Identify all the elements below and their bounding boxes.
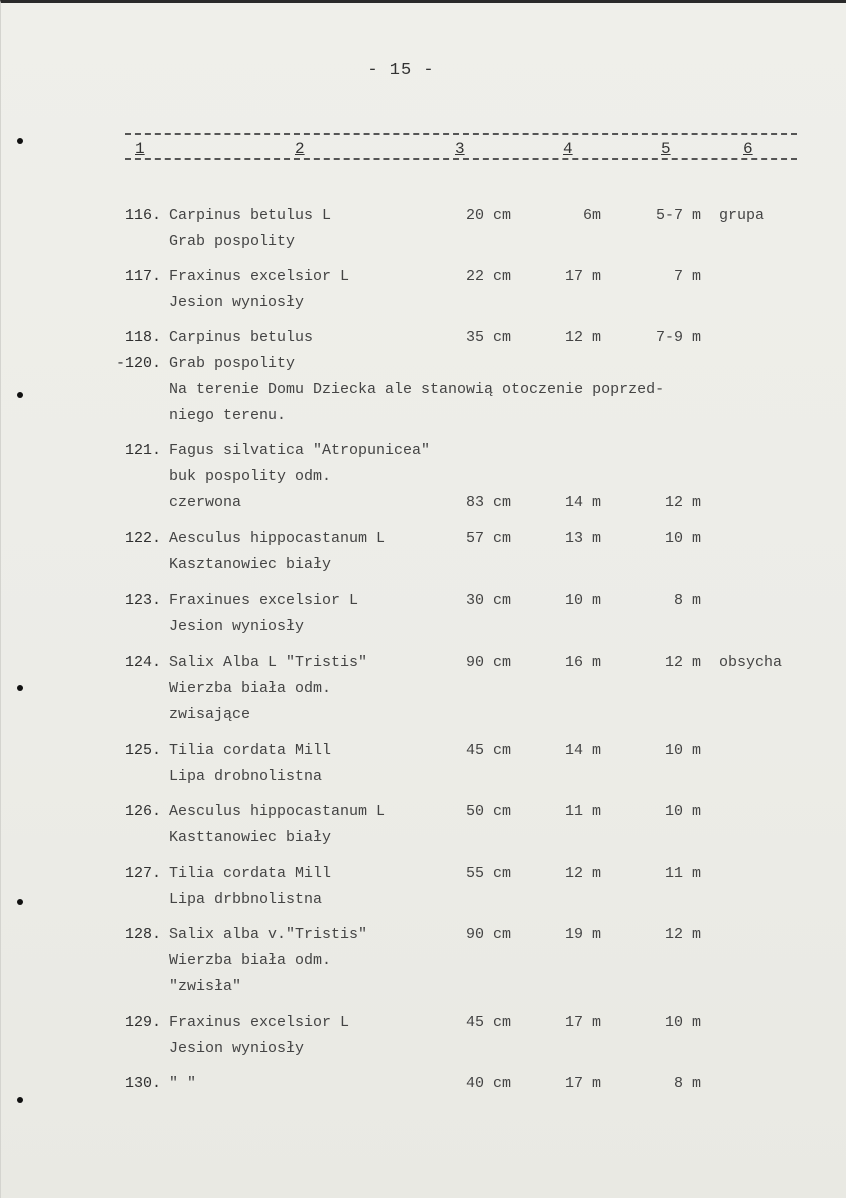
tree-height: 11 m bbox=[564, 803, 601, 820]
species-latin: Aesculus hippocastanum L bbox=[169, 803, 386, 820]
crown-width: 8 m bbox=[673, 1075, 701, 1092]
trunk-circumference: 20 cm bbox=[465, 207, 511, 224]
punch-hole bbox=[17, 899, 23, 905]
row-number: 121. bbox=[124, 442, 161, 459]
crown-width: 10 m bbox=[664, 742, 701, 759]
crown-width: 10 m bbox=[664, 530, 701, 547]
location-note-continued: niego terenu. bbox=[169, 407, 287, 424]
row-number: 123. bbox=[124, 592, 161, 609]
species-latin: Tilia cordata Mill bbox=[169, 742, 332, 759]
row-number: 126. bbox=[124, 803, 161, 820]
tree-height: 10 m bbox=[564, 592, 601, 609]
column-header-3: 3 bbox=[455, 140, 465, 158]
tree-height: 16 m bbox=[564, 654, 601, 671]
remark: grupa bbox=[719, 207, 765, 224]
species-variety: czerwona bbox=[169, 494, 242, 511]
trunk-circumference: 35 cm bbox=[465, 329, 511, 346]
species-latin: Carpinus betulus bbox=[169, 329, 314, 346]
tree-height: 14 m bbox=[564, 494, 601, 511]
table-header-rule-top bbox=[125, 133, 797, 135]
trunk-circumference: 90 cm bbox=[465, 926, 511, 943]
row-number: 127. bbox=[124, 865, 161, 882]
species-latin: Fraxinues excelsior L bbox=[169, 592, 359, 609]
species-variety: zwisające bbox=[169, 706, 251, 723]
punch-hole bbox=[17, 1097, 23, 1103]
trunk-circumference: 83 cm bbox=[465, 494, 511, 511]
species-common: Jesion wyniosły bbox=[169, 1040, 305, 1057]
tree-height: 12 m bbox=[564, 329, 601, 346]
species-common: Wierzba biała odm. bbox=[169, 680, 332, 697]
tree-height: 13 m bbox=[564, 530, 601, 547]
trunk-circumference: 45 cm bbox=[465, 742, 511, 759]
species-common: Wierzba biała odm. bbox=[169, 952, 332, 969]
crown-width: 8 m bbox=[673, 592, 701, 609]
tree-height: 17 m bbox=[564, 1075, 601, 1092]
trunk-circumference: 40 cm bbox=[465, 1075, 511, 1092]
punch-hole bbox=[17, 138, 23, 144]
species-latin: Tilia cordata Mill bbox=[169, 865, 332, 882]
trunk-circumference: 90 cm bbox=[465, 654, 511, 671]
crown-width: 12 m bbox=[664, 654, 701, 671]
ditto-marks: " " bbox=[169, 1075, 197, 1092]
page-number: - 15 - bbox=[367, 61, 435, 80]
crown-width: 7-9 m bbox=[655, 329, 701, 346]
species-latin: Salix alba v."Tristis" bbox=[169, 926, 368, 943]
crown-width: 12 m bbox=[664, 926, 701, 943]
species-variety: "zwisła" bbox=[169, 978, 242, 995]
species-common: Grab pospolity bbox=[169, 233, 296, 250]
row-number: 116. bbox=[124, 207, 161, 224]
crown-width: 10 m bbox=[664, 803, 701, 820]
species-common: Jesion wyniosły bbox=[169, 294, 305, 311]
row-number: 122. bbox=[124, 530, 161, 547]
punch-hole bbox=[17, 392, 23, 398]
column-header-5: 5 bbox=[661, 140, 671, 158]
trunk-circumference: 22 cm bbox=[465, 268, 511, 285]
trunk-circumference: 45 cm bbox=[465, 1014, 511, 1031]
tree-height: 17 m bbox=[564, 1014, 601, 1031]
trunk-circumference: 57 cm bbox=[465, 530, 511, 547]
row-number: 124. bbox=[124, 654, 161, 671]
species-common: Kasztanowiec biały bbox=[169, 556, 332, 573]
crown-width: 12 m bbox=[664, 494, 701, 511]
column-header-4: 4 bbox=[563, 140, 573, 158]
trunk-circumference: 50 cm bbox=[465, 803, 511, 820]
crown-width: 11 m bbox=[664, 865, 701, 882]
row-number: 129. bbox=[124, 1014, 161, 1031]
tree-height: 17 m bbox=[564, 268, 601, 285]
column-header-6: 6 bbox=[743, 140, 753, 158]
species-latin: Fagus silvatica "Atropunicea" bbox=[169, 442, 431, 459]
tree-height: 19 m bbox=[564, 926, 601, 943]
species-latin: Aesculus hippocastanum L bbox=[169, 530, 386, 547]
row-number: 130. bbox=[124, 1075, 161, 1092]
column-header-1: 1 bbox=[135, 140, 145, 158]
row-number: 125. bbox=[124, 742, 161, 759]
tree-height: 12 m bbox=[564, 865, 601, 882]
species-latin: Salix Alba L "Tristis" bbox=[169, 654, 368, 671]
species-latin: Carpinus betulus L bbox=[169, 207, 332, 224]
tree-height: 14 m bbox=[564, 742, 601, 759]
remark: obsycha bbox=[719, 654, 783, 671]
crown-width: 10 m bbox=[664, 1014, 701, 1031]
species-latin: Fraxinus excelsior L bbox=[169, 1014, 350, 1031]
trunk-circumference: 30 cm bbox=[465, 592, 511, 609]
trunk-circumference: 55 cm bbox=[465, 865, 511, 882]
tree-height: 6m bbox=[582, 207, 601, 224]
species-latin: Fraxinus excelsior L bbox=[169, 268, 350, 285]
crown-width: 5-7 m bbox=[655, 207, 701, 224]
species-common: Grab pospolity bbox=[169, 355, 296, 372]
species-common: Kasttanowiec biały bbox=[169, 829, 332, 846]
row-number: 118. bbox=[124, 329, 161, 346]
species-common: buk pospolity odm. bbox=[169, 468, 332, 485]
species-common: Jesion wyniosły bbox=[169, 618, 305, 635]
column-header-2: 2 bbox=[295, 140, 305, 158]
punch-hole bbox=[17, 685, 23, 691]
row-number: 117. bbox=[124, 268, 161, 285]
row-number-range-end: -120. bbox=[115, 355, 161, 372]
table-header-rule-bottom bbox=[125, 158, 797, 160]
crown-width: 7 m bbox=[673, 268, 701, 285]
location-note: Na terenie Domu Dziecka ale stanowią otoczenie poprzed- bbox=[169, 381, 665, 398]
species-common: Lipa drbbnolistna bbox=[169, 891, 323, 908]
species-common: Lipa drobnolistna bbox=[169, 768, 323, 785]
row-number: 128. bbox=[124, 926, 161, 943]
